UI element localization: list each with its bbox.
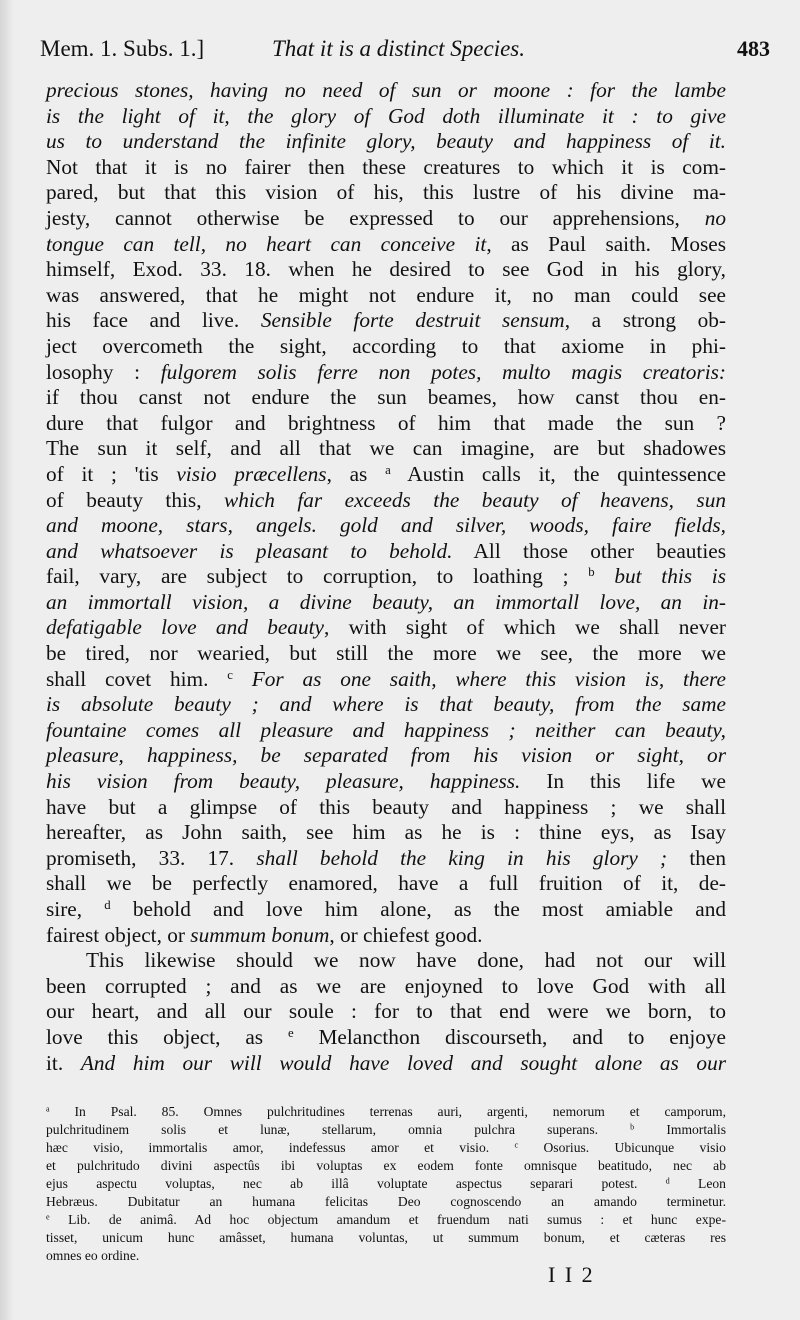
text-line: shall covet him. $^c$ For as one saith, where this vision is, there: [46, 666, 726, 691]
main-text: [46, 78, 726, 1076]
text-line: The sun it self, and all that we can imagine, are but shadowes: [46, 436, 726, 461]
text-line: defatigable love and beauty, with sight of which we shall never: [46, 615, 726, 640]
text-line: an immortall vision, a divine beauty, an immortall love, an in-: [46, 589, 726, 614]
running-head: [40, 32, 770, 66]
footnote-line: Hebræus. Dubitatur an humana felicitas Deo cognoscendo an amando terminetur.: [46, 1194, 726, 1209]
page-number: 483: [737, 36, 770, 61]
text-line: is the light of it, the glory of God doth illuminate it : to give: [46, 103, 726, 128]
text-line: shall we be perfectly enamored, have a full fruition of it, de-: [46, 871, 726, 896]
text-line: of it ; 'tis visio præcellens, as $^a$ Austin calls it, the quintessence: [46, 461, 726, 486]
text-line: his vision from beauty, pleasure, happiness. In this life we: [46, 769, 726, 794]
text-line: losophy : fulgorem solis ferre non potes, multo magis creatoris:: [46, 359, 726, 384]
text-line: pared, but that this vision of his, this lustre of his divine ma-: [46, 180, 726, 205]
footnote-line: hæc visio, immortalis amor, indefessus amor et visio. $^c$ Osorius. Ubicunque visio: [46, 1140, 726, 1155]
text-line: if thou canst not endure the sun beames, how canst thou en-: [46, 385, 726, 410]
text-line: be tired, nor wearied, but still the more we see, the more we: [46, 641, 726, 666]
text-line: promiseth, 33. 17. shall behold the king in his glory ; then: [46, 845, 726, 870]
signature-mark: I I 2: [548, 1262, 595, 1287]
text-line: sire, $^d$ behold and love him alone, as the most amiable and: [46, 897, 726, 921]
section-reference: Mem. 1. Subs. 1.]: [40, 36, 205, 61]
text-line: us to understand the infinite glory, beauty and happiness of it.: [46, 129, 726, 154]
text-line: been corrupted ; and as we are enjoyned to love God with all: [46, 973, 726, 998]
text-line: and whatsoever is pleasant to behold. All those other beauties: [46, 538, 727, 563]
text-line: pleasure, happiness, be separated from his vision or sight, or: [46, 743, 726, 768]
text-line: hereafter, as John saith, see him as he is : thine eys, as Isay: [46, 820, 726, 845]
running-title: That it is a distinct Species.: [272, 36, 525, 61]
text-line: tongue can tell, no heart can conceive it, as Paul saith. Moses: [46, 231, 726, 256]
text-line: of beauty this, which far exceeds the beauty of heavens, sun: [46, 487, 727, 512]
footnote-line: tisset, unicum hunc amâsset, humana voluntas, ut summum bonum, et cæteras res: [46, 1230, 726, 1245]
text-line: This likewise should we now have done, had not our will: [86, 948, 726, 973]
text-line: dure that fulgor and brightness of him that made the sun ?: [46, 410, 726, 435]
text-line: himself, Exod. 33. 18. when he desired to see God in his glory,: [46, 257, 726, 282]
footnote-line: ejus aspectu voluptas, nec ab illâ voluptate aspectus separari potest. $^d$ Leon: [46, 1176, 726, 1191]
footnotes: [46, 1103, 726, 1265]
footnote-line: $^e$ Lib. de animâ. Ad hoc objectum amandum et fruendum nati sumus : et hunc expe-: [46, 1212, 726, 1227]
text-line: and moone, stars, angels. gold and silver, woods, faire fields,: [46, 513, 726, 538]
text-line: have but a glimpse of this beauty and happiness ; we shall: [46, 794, 726, 819]
text-line: his face and live. Sensible forte destruit sensum, a strong ob-: [46, 308, 726, 333]
text-line: jesty, cannot otherwise be expressed to our apprehensions, no: [46, 205, 726, 230]
page-edge-shadow: [0, 0, 14, 1320]
text-line: fairest object, or summum bonum, or chiefest good.: [46, 922, 483, 947]
text-line: was answered, that he might not endure it, no man could see: [46, 282, 726, 307]
text-line: fountaine comes all pleasure and happiness ; neither can beauty,: [46, 717, 726, 742]
text-line: fail, vary, are subject to corruption, to loathing ; $^b$ but this is: [46, 564, 727, 589]
text-line: Not that it is no fairer then these creatures to which it is com-: [46, 154, 726, 179]
text-line: our heart, and all our soule : for to that end were we born, to: [46, 999, 726, 1024]
text-line: precious stones, having no need of sun or moone : for the lambe: [46, 78, 726, 102]
footnote-line: et pulchritudo divini aspectûs ibi voluptas ex eodem fonte omnisque beatitudo, nec ab: [46, 1158, 726, 1173]
footnote-line: $^a$ In Psal. 85. Omnes pulchritudines terrenas auri, argenti, nemorum et camporum,: [46, 1104, 726, 1119]
footnote-line: pulchritudinem solis et lunæ, stellarum, omnia pulchra superans. $^b$ Immortalis: [46, 1122, 726, 1137]
text-line: is absolute beauty ; and where is that beauty, from the same: [46, 692, 726, 717]
text-line: ject overcometh the sight, according to that axiome in phi-: [46, 333, 726, 358]
text-line: it. And him our will would have loved and sought alone as our: [46, 1050, 727, 1075]
footnote-line: omnes eo ordine.: [46, 1248, 140, 1263]
text-line: love this object, as $^e$ Melancthon discourseth, and to enjoye: [46, 1024, 727, 1049]
